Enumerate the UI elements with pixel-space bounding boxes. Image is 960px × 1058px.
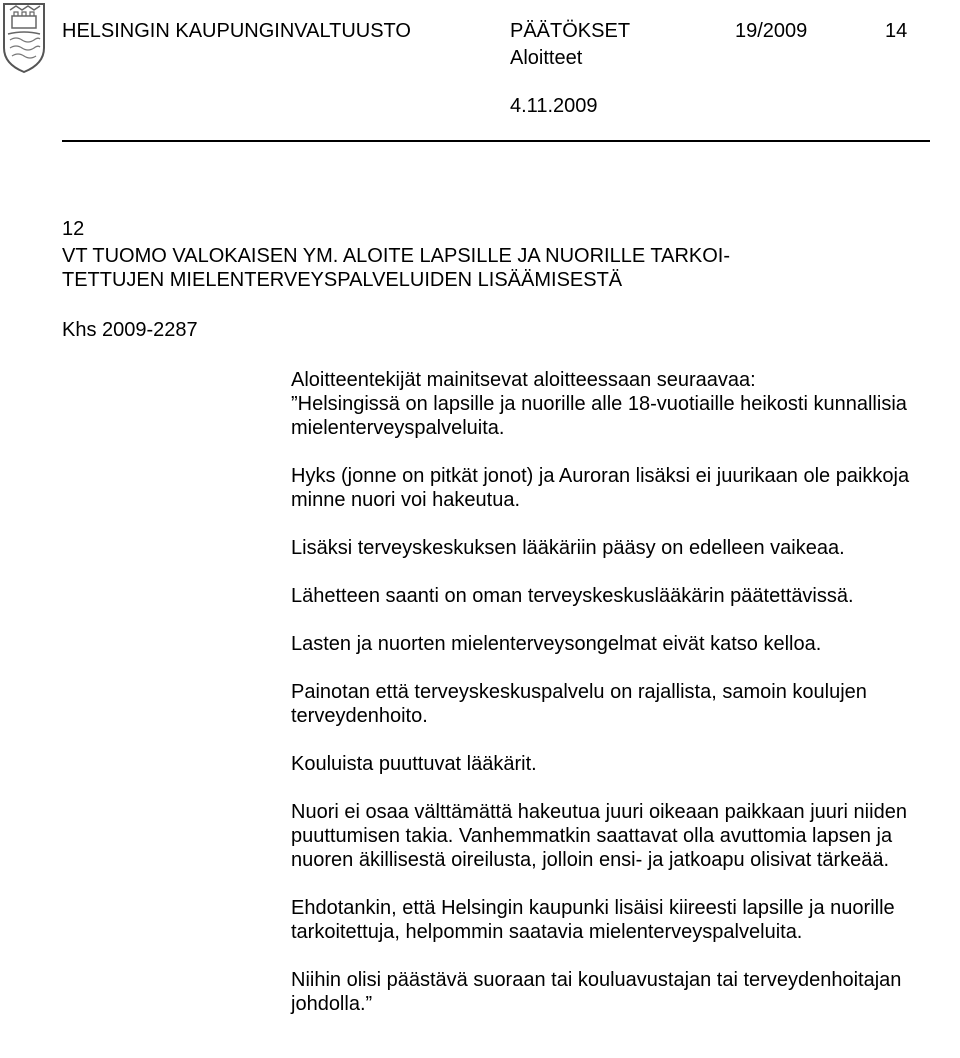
paragraph-6	[291, 752, 951, 776]
paragraph-line: Hyks (jonne on pitkät jonot) ja Auroran lisäksi ei juurikaan ole paikkoja	[291, 465, 910, 487]
intro-paragraph	[291, 368, 951, 392]
issue-number: 19/2009	[735, 20, 808, 42]
paragraph-line: Ehdotankin, että Helsingin kaupunki lisäisi kiireesti lapsille ja nuorille	[291, 897, 895, 919]
section-label: PÄÄTÖKSET	[510, 20, 631, 42]
item-title-line: TETTUJEN MIELENTERVEYSPALVELUIDEN LISÄÄMISESTÄ	[62, 269, 623, 291]
paragraph-line: johdolla.”	[291, 993, 373, 1015]
paragraph-1	[291, 464, 951, 512]
paragraph-4	[291, 632, 951, 656]
paragraph-line: Lisäksi terveyskeskuksen lääkäriin pääsy on edelleen vaikeaa.	[291, 537, 845, 559]
paragraph-line: minne nuori voi hakeutua.	[291, 489, 521, 511]
paragraph-line: Nuori ei osaa välttämättä hakeutua juuri oikeaan paikkaan juuri niiden	[291, 801, 907, 823]
paragraph-line: tarkoitettuja, helpommin saatavia mielenterveyspalveluita.	[291, 921, 803, 943]
header-divider	[62, 140, 930, 142]
quote-paragraph	[291, 392, 951, 440]
paragraph-line: Painotan että terveyskeskuspalvelu on rajallista, samoin koulujen	[291, 681, 867, 703]
item-number: 12	[62, 218, 85, 240]
subsection-label: Aloitteet	[510, 47, 583, 69]
quote-line: ”Helsingissä on lapsille ja nuorille alle 18-vuotiaille heikosti kunnallisia	[291, 393, 907, 415]
paragraph-line: Kouluista puuttuvat lääkärit.	[291, 753, 537, 775]
reference-number: Khs 2009-2287	[62, 319, 198, 341]
paragraph-line: nuoren äkillisestä oireilusta, jolloin ensi- ja jatkoapu olisivat tärkeää.	[291, 849, 890, 871]
quote-line: mielenterveyspalveluita.	[291, 417, 505, 439]
motion-body	[291, 368, 951, 1016]
intro-line: Aloitteentekijät mainitsevat aloitteessaan seuraavaa:	[291, 369, 756, 391]
item-title-line: VT TUOMO VALOKAISEN YM. ALOITE LAPSILLE JA NUORILLE TARKOI-	[62, 245, 730, 267]
paragraph-7	[291, 800, 951, 872]
paragraph-9	[291, 968, 951, 1016]
paragraph-line: puuttumisen takia. Vanhemmatkin saattavat olla avuttomia lapsen ja	[291, 825, 893, 847]
paragraph-line: Niihin olisi päästävä suoraan tai kouluavustajan tai terveydenhoitajan	[291, 969, 902, 991]
paragraph-line: Lähetteen saanti on oman terveyskeskuslääkärin päätettävissä.	[291, 585, 854, 607]
paragraph-2	[291, 536, 951, 560]
helsinki-crest-icon	[2, 2, 46, 74]
paragraph-line: Lasten ja nuorten mielenterveysongelmat eivät katso kelloa.	[291, 633, 822, 655]
paragraph-line: terveydenhoito.	[291, 705, 428, 727]
paragraph-5	[291, 680, 951, 728]
meeting-date: 4.11.2009	[510, 95, 598, 117]
page-number: 14	[885, 20, 908, 42]
paragraph-8	[291, 896, 951, 944]
organization-name: HELSINGIN KAUPUNGINVALTUUSTO	[62, 20, 411, 42]
item-title	[62, 244, 730, 292]
paragraph-3	[291, 584, 951, 608]
